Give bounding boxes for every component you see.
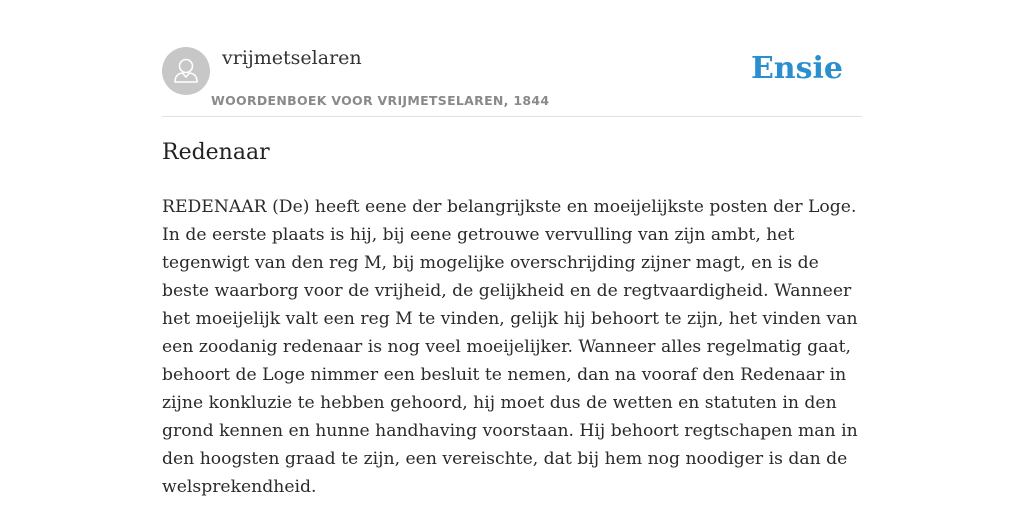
page-title: Redenaar (162, 140, 270, 165)
ensie-logo[interactable]: Ensie (750, 51, 843, 86)
avatar[interactable] (162, 47, 210, 95)
user-placeholder-icon (162, 47, 210, 95)
article-header (162, 46, 862, 117)
source-label[interactable]: WOORDENBOEK VOOR VRIJMETSELAREN, 1844 (211, 93, 550, 108)
author-name[interactable]: vrijmetselaren (222, 47, 362, 69)
article-body: REDENAAR (De) heeft eene der belangrijkste en moeijelijkste posten der Loge. In de eerste plaats is hij, bij eene getrouwe vervulling van zijn ambt, het tegenwigt van den reg M, bij mogelijke overschrijding zijner magt, en is de beste waarborg voor de vrijheid, de gelijkheid en de regtvaardigheid. Wanneer het moeijelijk valt een reg M te vinden, gelijk hij behoort te zijn, het vinden van een zoodanig redenaar is nog veel moeijelijker. Wanneer alles regelmatig gaat, behoort de Loge nimmer een besluit te nemen, dan na vooraf den Redenaar in zijne konkluzie te hebben gehoord, hij moet dus de wetten en statuten in den grond kennen en hunne handhaving voorstaan. Hij behoort regtschapen man in den hoogsten graad te zijn, een vereischte, dat bij hem nog noodiger is dan de welsprekendheid. (162, 197, 858, 497)
